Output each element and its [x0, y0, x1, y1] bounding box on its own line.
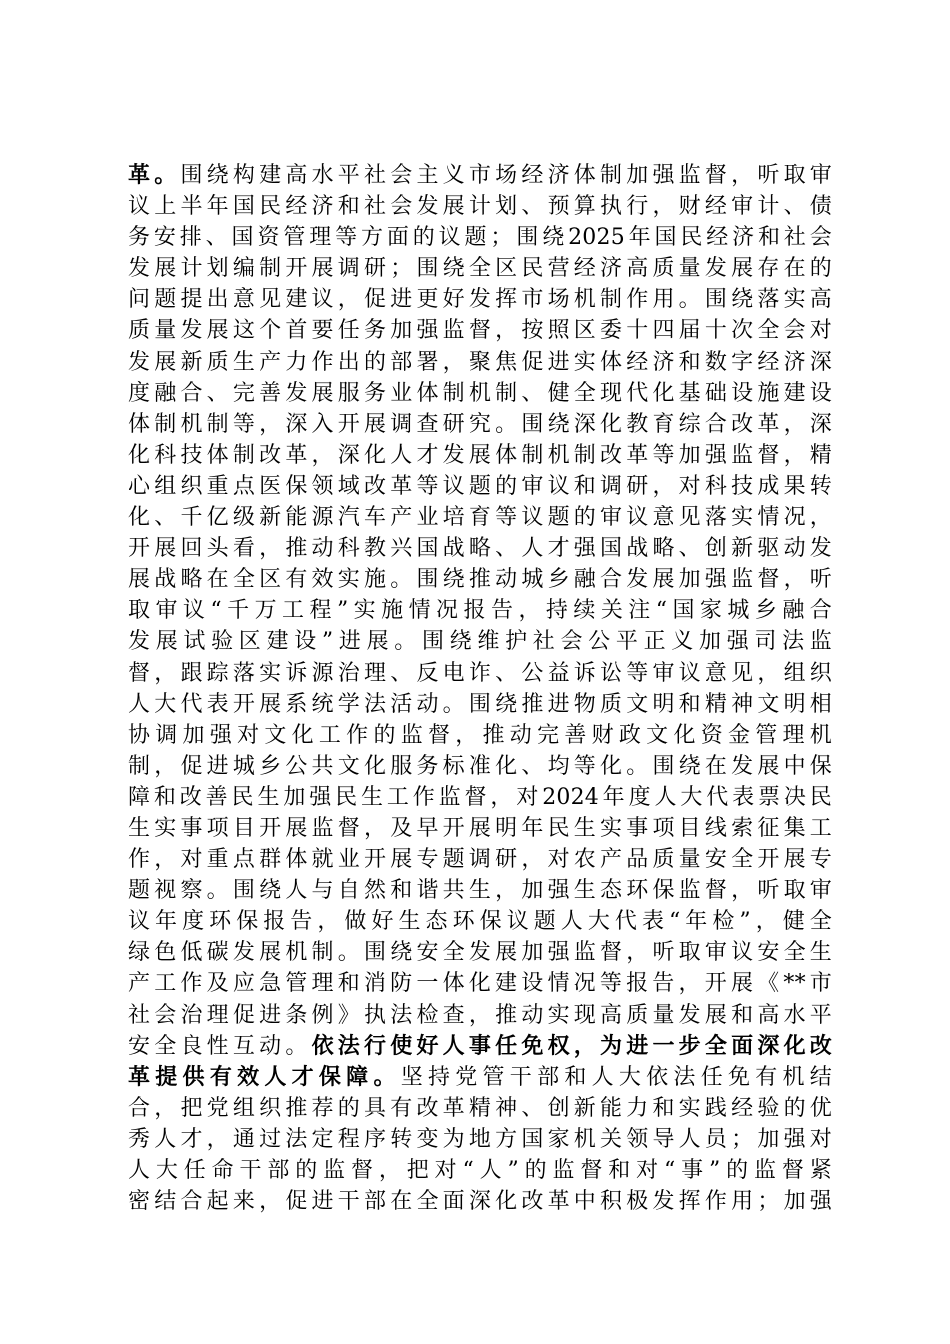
text-segment: 绿色低碳发展机制。围绕安全发展加强监督，听取审议安全生 [128, 940, 832, 966]
text-segment: 督，跟踪落实诉源治理、反电诈、公益诉讼等审议意见，组织 [128, 660, 832, 686]
text-segment: 人大代表开展系统学法活动。围绕推进物质文明和精神文明相 [128, 691, 832, 717]
bold-text-segment: 革提供有效人才保障。 [128, 1064, 401, 1090]
text-line [128, 347, 832, 378]
text-line [128, 378, 832, 409]
text-segment: 议年度环保报告，做好生态环保议题人大代表“年检”，健全 [128, 909, 832, 935]
text-line [128, 1062, 832, 1093]
text-line [128, 626, 832, 657]
text-line [128, 844, 832, 875]
text-segment: 生实事项目开展监督，及早开展明年民生实事项目线索征集工 [128, 815, 832, 841]
bold-text-segment: 依法行使好人事任免权，为进一步全面深化改 [311, 1033, 832, 1059]
text-line [128, 1124, 832, 1155]
text-line [128, 658, 832, 689]
bold-text-segment: 革。 [128, 163, 181, 188]
text-line [128, 1093, 832, 1124]
text-line [128, 284, 832, 315]
text-line [128, 782, 832, 813]
text-line [128, 1186, 832, 1217]
text-line [128, 937, 832, 968]
text-line [128, 875, 832, 906]
text-segment: 制，促进城乡公共文化服务标准化、均等化。围绕在发展中保 [128, 753, 832, 779]
text-segment: 质量发展这个首要任务加强监督，按照区委十四届十次全会对 [128, 318, 832, 344]
text-segment: 坚持党管干部和人大依法任免有机结 [400, 1064, 832, 1090]
text-segment: 取审议“千万工程”实施情况报告，持续关注“国家城乡融合 [128, 598, 832, 624]
text-segment: 展战略在全区有效实施。围绕推动城乡融合发展加强监督，听 [128, 567, 832, 593]
text-segment: 发展计划编制开展调研；围绕全区民营经济高质量发展存在的 [128, 256, 832, 282]
text-line [128, 1155, 832, 1186]
text-segment: 发展试验区建设”进展。围绕维护社会公平正义加强司法监 [128, 629, 832, 655]
text-line [128, 1031, 832, 1062]
text-line [128, 502, 832, 533]
text-segment: 安全良性互动。 [128, 1033, 312, 1059]
text-segment: 务安排、国资管理等方面的议题；围绕2025年国民经济和社会 [128, 225, 832, 251]
text-segment: 题视察。围绕人与自然和谐共生，加强生态环保监督，听取审 [128, 878, 832, 904]
text-segment: 化科技体制改革，深化人才发展体制机制改革等加强监督，精 [128, 442, 832, 468]
text-segment: 密结合起来，促进干部在全面深化改革中积极发挥作用；加强 [128, 1189, 832, 1215]
text-line [128, 564, 832, 595]
text-segment: 发展新质生产力作出的部署，聚焦促进实体经济和数字经济深 [128, 349, 832, 375]
text-segment: 作，对重点群体就业开展专题调研，对农产品质量安全开展专 [128, 847, 832, 873]
text-line [128, 440, 832, 471]
body-paragraph [128, 160, 832, 1217]
text-line [128, 720, 832, 751]
text-line [128, 689, 832, 720]
text-segment: 围绕构建高水平社会主义市场经济体制加强监督，听取审 [180, 163, 832, 188]
text-segment: 障和改善民生加强民生工作监督，对2024年度人大代表票决民 [128, 784, 832, 810]
text-line [128, 1000, 832, 1031]
text-line [128, 751, 832, 782]
text-line [128, 253, 832, 284]
text-line [128, 813, 832, 844]
text-segment: 心组织重点医保领域改革等议题的审议和调研，对科技成果转 [128, 473, 832, 499]
text-segment: 问题提出意见建议，促进更好发挥市场机制作用。围绕落实高 [128, 287, 832, 313]
text-line [128, 315, 832, 346]
text-line [128, 533, 832, 564]
text-segment: 人大任命干部的监督，把对“人”的监督和对“事”的监督紧 [128, 1158, 832, 1183]
text-segment: 产工作及应急管理和消防一体化建设情况等报告，开展《**市 [128, 971, 832, 997]
text-segment: 度融合、完善发展服务业体制机制、健全现代化基础设施建设 [128, 380, 832, 406]
text-segment: 体制机制等，深入开展调查研究。围绕深化教育综合改革，深 [128, 411, 832, 437]
text-line [128, 160, 832, 191]
text-segment: 开展回头看，推动科教兴国战略、人才强国战略、创新驱动发 [128, 536, 832, 562]
text-segment: 化、千亿级新能源汽车产业培育等议题的审议意见落实情况， [128, 505, 832, 531]
text-segment: 社会治理促进条例》执法检查，推动实现高质量发展和高水平 [128, 1002, 832, 1028]
text-line [128, 222, 832, 253]
text-line [128, 968, 832, 999]
text-segment: 议上半年国民经济和社会发展计划、预算执行，财经审计、债 [128, 194, 832, 220]
text-line [128, 906, 832, 937]
text-line [128, 595, 832, 626]
text-segment: 协调加强对文化工作的监督，推动完善财政文化资金管理机 [128, 722, 832, 748]
text-line [128, 471, 832, 502]
text-line [128, 409, 832, 440]
text-segment: 合，把党组织推荐的具有改革精神、创新能力和实践经验的优 [128, 1095, 832, 1121]
text-line [128, 191, 832, 222]
text-segment: 秀人才，通过法定程序转变为地方国家机关领导人员；加强对 [128, 1126, 832, 1152]
